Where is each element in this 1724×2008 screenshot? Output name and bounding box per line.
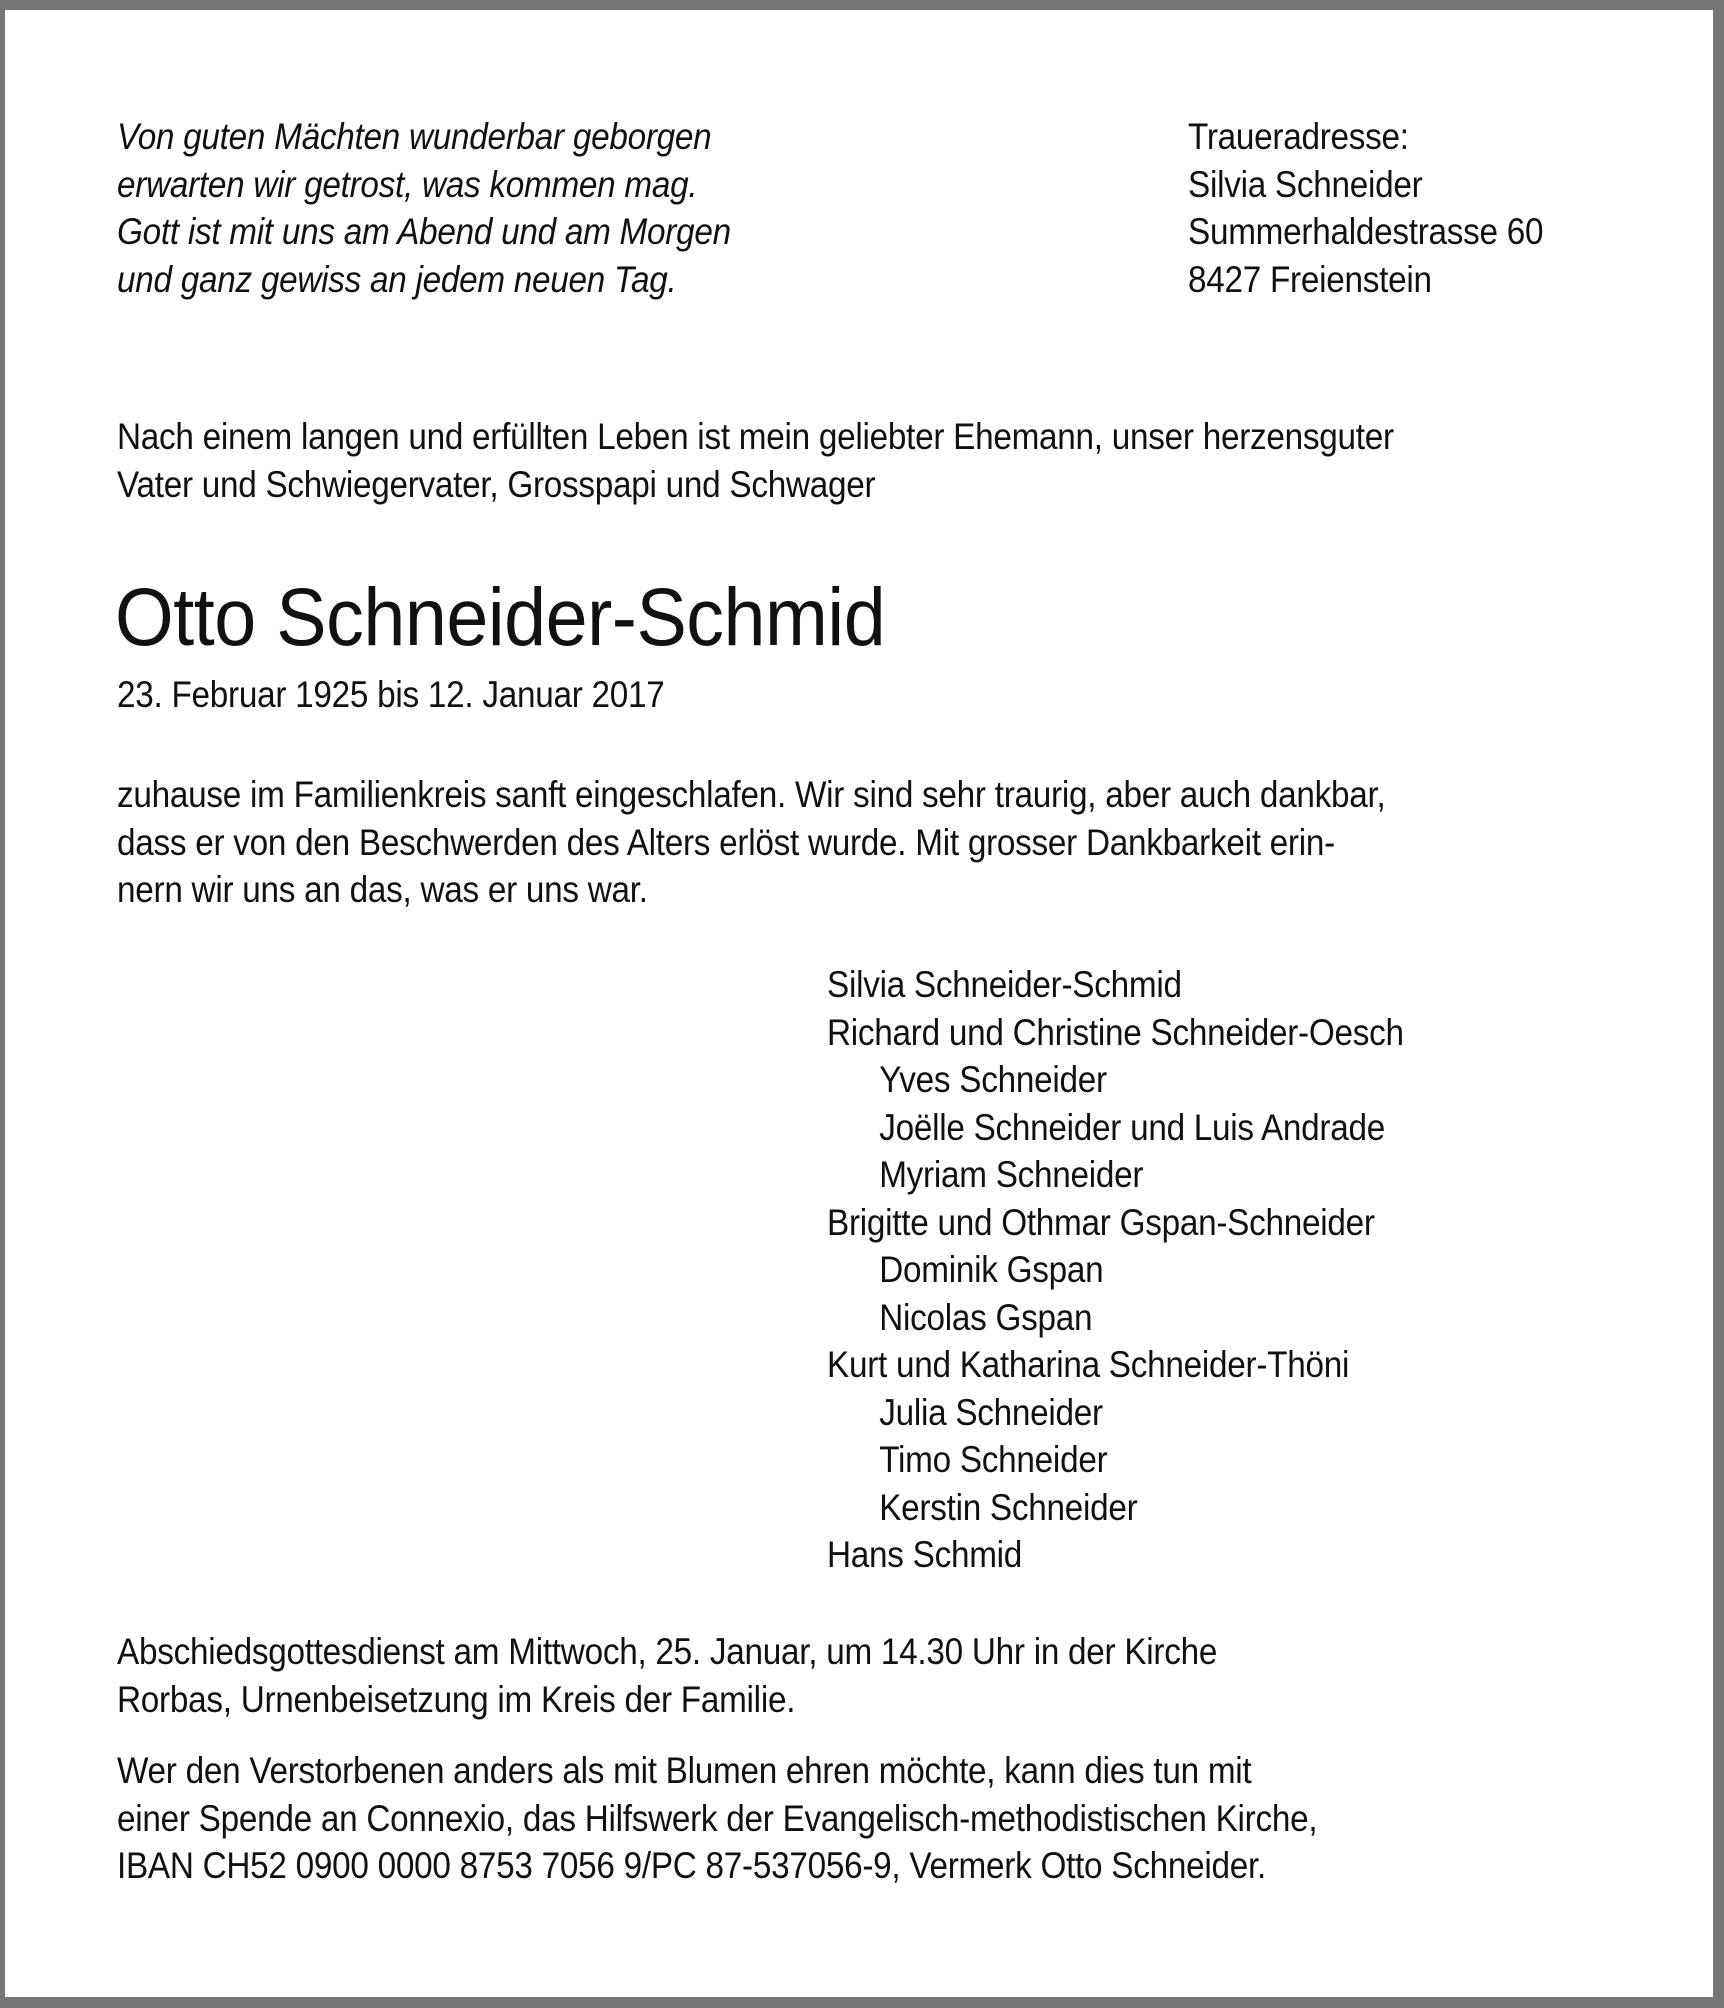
service-notice: [117, 1628, 1217, 1723]
service-line: Rorbas, Urnenbeisetzung im Kreis der Familie.: [117, 1678, 796, 1720]
body-line: zuhause im Familienkreis sanft eingeschlafen. Wir sind sehr traurig, aber auch dankbar,: [117, 774, 1386, 815]
motto-line: erwarten wir getrost, was kommen mag.: [117, 163, 698, 205]
address-label: Traueradresse:: [1188, 116, 1409, 157]
mourner: Myriam Schneider: [879, 1154, 1144, 1195]
mourner: Yves Schneider: [879, 1059, 1107, 1100]
obituary-page: [5, 10, 1713, 1997]
donation-line: Wer den Verstorbenen anders als mit Blumen ehren möchte, kann dies tun mit: [117, 1750, 1252, 1791]
mourner: Richard und Christine Schneider-Oesch: [827, 1011, 1404, 1053]
motto-line: Von guten Mächten wunderbar geborgen: [117, 116, 712, 157]
body-line: dass er von den Beschwerden des Alters erlöst wurde. Mit grosser Dankbarkeit erin-: [117, 821, 1335, 863]
mourner: Brigitte und Othmar Gspan-Schneider: [827, 1201, 1375, 1243]
address-name: Silvia Schneider: [1188, 163, 1423, 205]
mourner: Joëlle Schneider und Luis Andrade: [879, 1106, 1385, 1148]
mourner: Julia Schneider: [879, 1391, 1103, 1433]
mourner: Hans Schmid: [827, 1534, 1023, 1575]
service-line: Abschiedsgottesdienst am Mittwoch, 25. Januar, um 14.30 Uhr in der Kirche: [117, 1631, 1218, 1672]
deceased-name: Otto Schneider-Schmid: [115, 572, 886, 663]
motto-verse: [117, 113, 731, 303]
motto-line: und ganz gewiss an jedem neuen Tag.: [117, 258, 677, 300]
mourner: Timo Schneider: [879, 1439, 1108, 1480]
mourners-list: [827, 961, 1404, 1579]
mourner: Silvia Schneider-Schmid: [827, 964, 1182, 1005]
body-line: nern wir uns an das, was er uns war.: [117, 869, 648, 910]
intro-line: Vater und Schwiegervater, Grosspapi und Schwager: [117, 463, 876, 505]
mourner: Dominik Gspan: [879, 1249, 1104, 1290]
body-paragraph: [117, 771, 1385, 914]
intro-paragraph: [117, 413, 1394, 508]
mourner: Kerstin Schneider: [879, 1486, 1138, 1528]
intro-line: Nach einem langen und erfüllten Leben ist mein geliebter Ehemann, unser herzensguter: [117, 416, 1394, 457]
motto-line: Gott ist mit uns am Abend und am Morgen: [117, 211, 731, 252]
mourner: Kurt und Katharina Schneider-Thöni: [827, 1344, 1350, 1385]
donation-notice: [117, 1747, 1317, 1890]
donation-line: einer Spende an Connexio, das Hilfswerk der Evangelisch-methodistischen Kirche,: [117, 1797, 1318, 1839]
mourning-address: [1188, 113, 1543, 303]
address-city: 8427 Freienstein: [1188, 258, 1432, 300]
mourner: Nicolas Gspan: [879, 1296, 1093, 1338]
address-street: Summerhaldestrasse 60: [1188, 211, 1544, 252]
donation-line: IBAN CH52 0900 0000 8753 7056 9/PC 87-537056-9, Vermerk Otto Schneider.: [117, 1845, 1266, 1886]
life-dates: 23. Februar 1925 bis 12. Januar 2017: [117, 674, 665, 715]
